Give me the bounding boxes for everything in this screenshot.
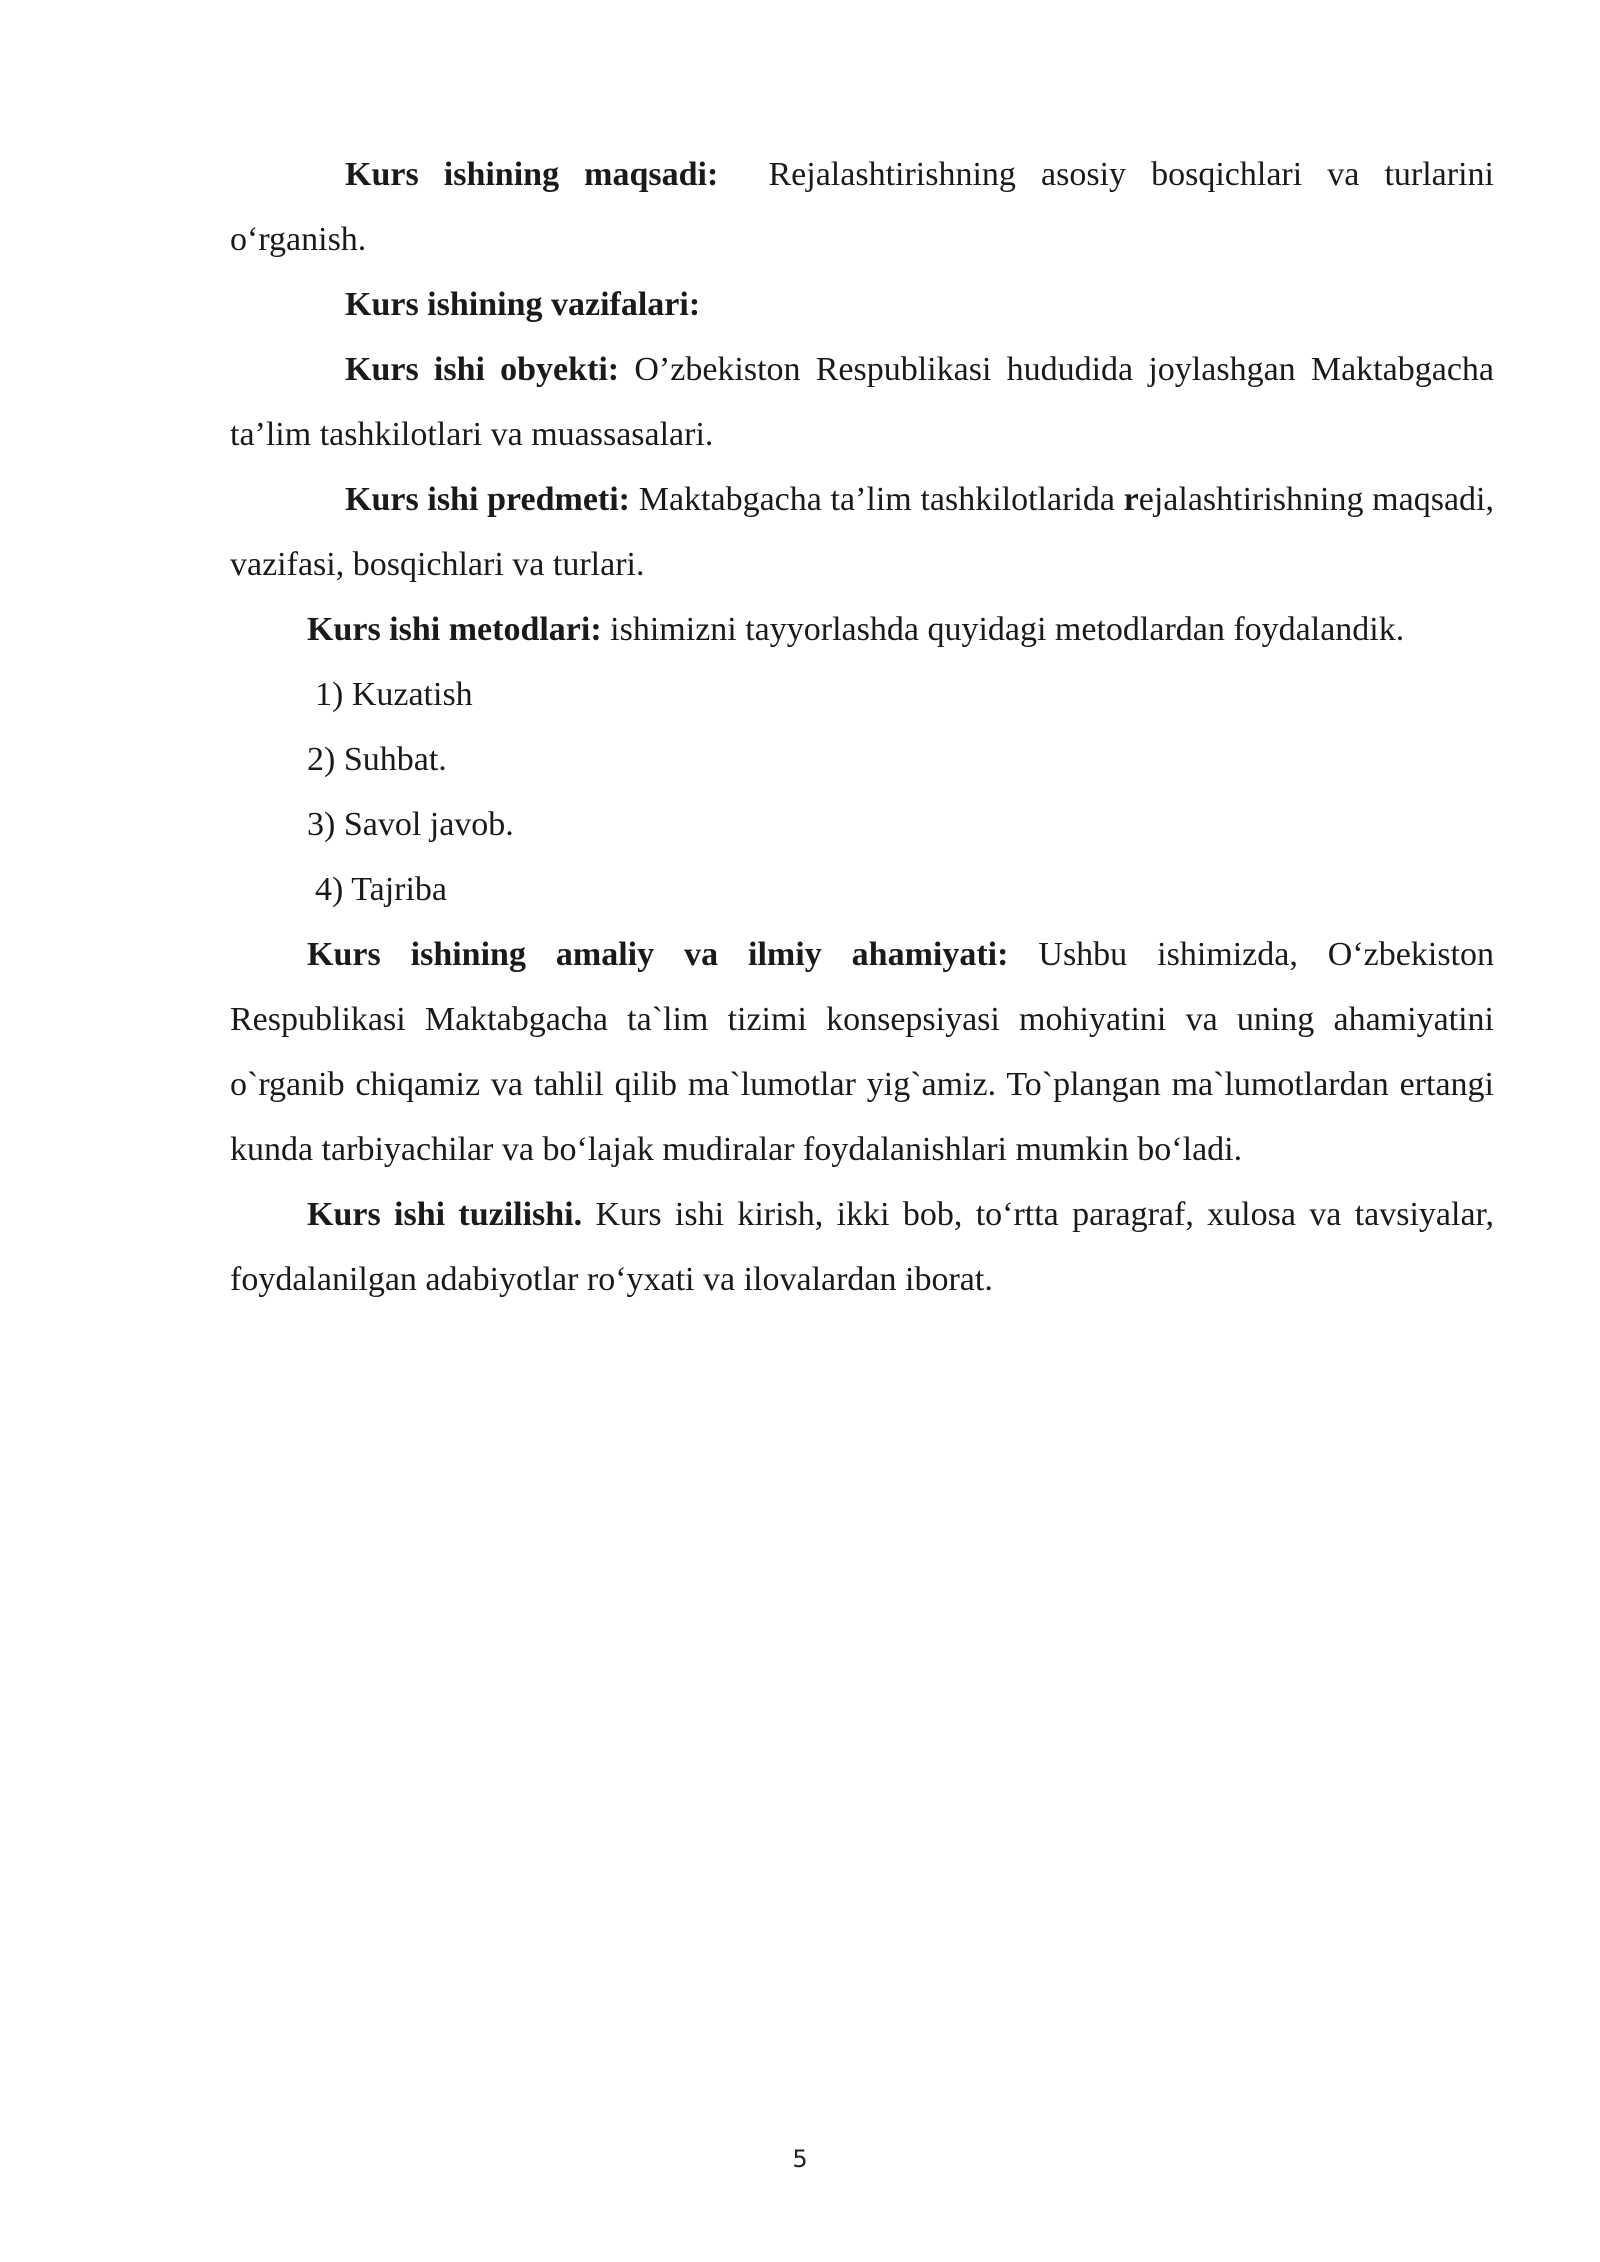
method-item: 3) Savol javob. xyxy=(307,806,514,843)
paragraph-subject-text-before: Maktabgacha ta’lim tashkilotlarida xyxy=(630,481,1124,518)
document-body xyxy=(230,142,1503,1312)
method-item: 1) Kuzatish xyxy=(315,676,473,713)
page-number: 5 xyxy=(792,2145,808,2173)
paragraph-goal-label: Kurs ishining maqsadi: xyxy=(345,156,719,193)
paragraph-subject-text-after: ejalashtirishning maqsadi, vazifasi, bosqichlari va turlari. xyxy=(230,481,1494,583)
paragraph-methods-label: Kurs ishi metodlari: xyxy=(307,611,602,648)
paragraph-structure-text: Kurs ishi kirish, ikki bob, to‘rtta paragraf, xulosa va tavsiyalar, foydalanilgan adabiyotlar ro‘yxati va ilovalardan iborat. xyxy=(230,1196,1494,1298)
paragraph-tasks-label: Kurs ishining vazifalari: xyxy=(345,286,701,323)
paragraph-subject-label: Kurs ishi predmeti: xyxy=(345,481,631,518)
method-item: 4) Tajriba xyxy=(315,871,447,908)
paragraph-tasks xyxy=(230,272,1494,337)
paragraph-goal xyxy=(230,142,1503,272)
paragraph-object xyxy=(230,337,1494,467)
paragraph-structure xyxy=(230,1182,1494,1312)
paragraph-object-label: Kurs ishi obyekti: xyxy=(345,351,620,388)
paragraph-goal-text: Rejalashtirishning asosiy bosqichlari va turlarini o‘rganish. xyxy=(230,156,1503,258)
paragraph-significance xyxy=(230,922,1494,1182)
paragraph-subject-bold-letter: r xyxy=(1123,481,1139,518)
paragraph-significance-label: Kurs ishining amaliy va ilmiy ahamiyati: xyxy=(307,936,1009,973)
method-item: 2) Suhbat. xyxy=(307,741,447,778)
paragraph-significance-text: Ushbu ishimizda, O‘zbekiston Respublikasi Maktabgacha ta`lim tizimi konsepsiyasi mohiyatini va uning ahamiyatini o`rganib chiqamiz va tahlil qilib ma`lumotlar yig`amiz. To`plangan ma`lumotlardan ertangi kunda tarbiyachilar va bo‘lajak mudiralar foydalanishlari mumkin bo‘ladi. xyxy=(230,936,1494,1168)
paragraph-structure-label: Kurs ishi tuzilishi. xyxy=(307,1196,583,1233)
paragraph-methods-text: ishimizni tayyorlashda quyidagi metodlardan foydalandik. xyxy=(601,611,1405,648)
paragraph-object-text: O’zbekiston Respublikasi hududida joylashgan Maktabgacha ta’lim tashkilotlari va muassasalari. xyxy=(230,351,1494,453)
paragraph-methods xyxy=(230,597,1494,662)
paragraph-subject xyxy=(230,467,1494,597)
